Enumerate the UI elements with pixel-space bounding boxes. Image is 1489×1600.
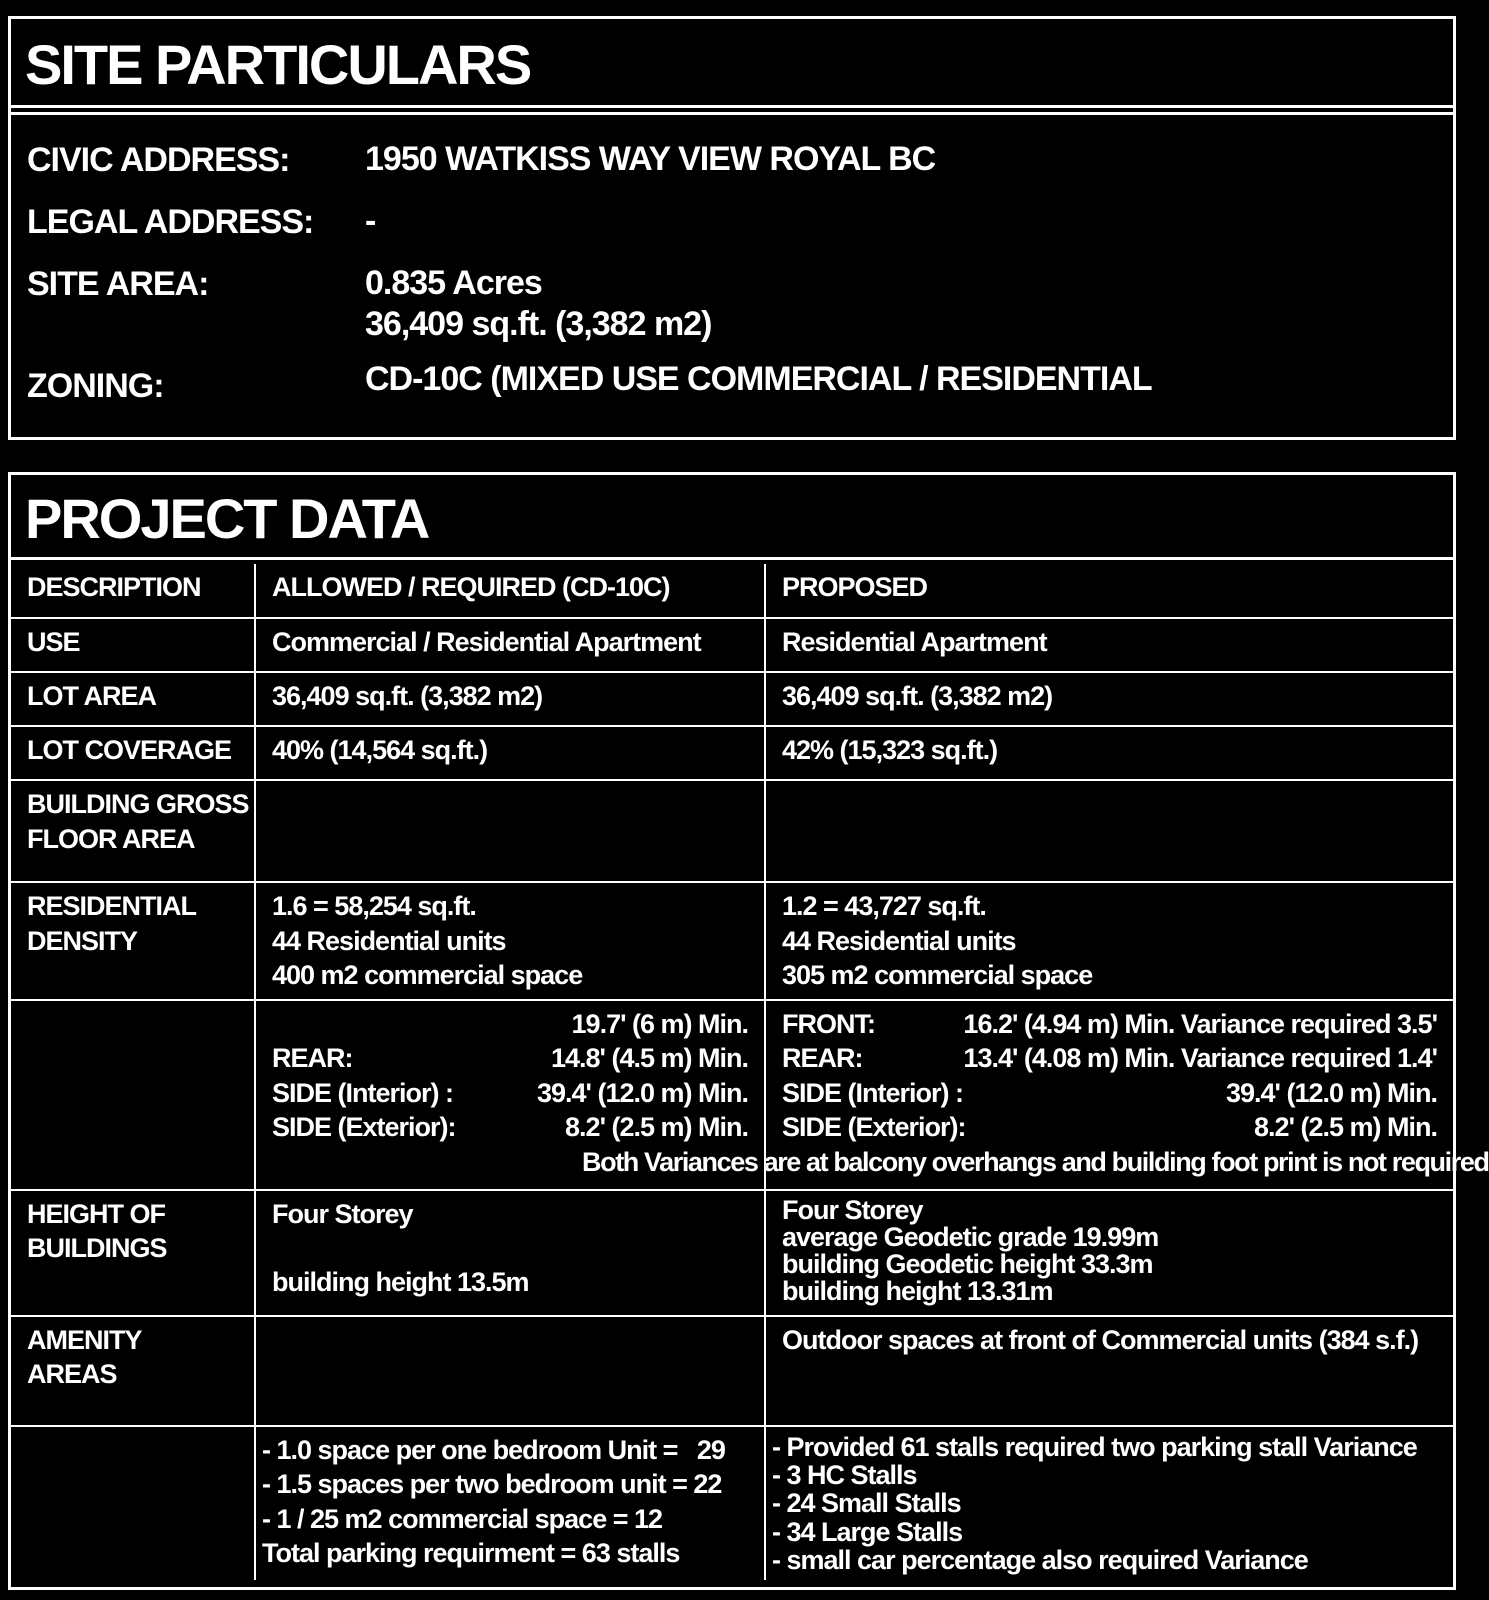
setback-allowed-side-ext-label: SIDE (Exterior): (272, 1112, 456, 1143)
setback-proposed-front (782, 1007, 1437, 1042)
setback-proposed-front-label: FRONT: (782, 1008, 875, 1039)
density-proposed-units: 44 Residential units (782, 925, 1016, 956)
table-row-amenity (11, 1316, 1453, 1426)
lot-coverage-allowed: 40% (14,564 sq.ft.) (255, 726, 765, 780)
height-proposed-storeys: Four Storey (782, 1194, 923, 1225)
amenity-label-line-2: AREAS (27, 1359, 117, 1390)
parking-proposed-small: - 24 Small Stalls (772, 1488, 961, 1519)
setback-proposed-rear (782, 1041, 1437, 1076)
civic-address-value: 1950 WATKISS WAY VIEW ROYAL BC (365, 140, 936, 178)
amenity-label (11, 1316, 255, 1426)
project-data-divider (11, 557, 1453, 560)
lot-area-label: LOT AREA (11, 672, 255, 726)
gross-floor-area-allowed (255, 780, 765, 882)
setback-allowed-side-ext-value: 8.2' (2.5 m) Min. (565, 1112, 748, 1143)
lot-area-allowed: 36,409 sq.ft. (3,382 m2) (255, 672, 765, 726)
project-data-panel (8, 472, 1489, 1590)
parking-allowed-one-bedroom: - 1.0 space per one bedroom Unit = 29 (262, 1434, 725, 1465)
height-proposed-building-height: building height 13.31m (782, 1275, 1053, 1306)
use-proposed: Residential Apartment (765, 618, 1453, 672)
density-allowed-commercial: 400 m2 commercial space (272, 960, 583, 991)
table-row-residential-density (11, 882, 1453, 1000)
setbacks-label (11, 1000, 255, 1190)
height-label (11, 1190, 255, 1316)
setback-proposed-side-interior (782, 1076, 1437, 1111)
table-row-lot-area (11, 672, 1453, 726)
zoning-label: ZONING: (27, 367, 164, 405)
setback-allowed-rear (272, 1041, 748, 1076)
table-row-lot-coverage (11, 726, 1453, 780)
gross-floor-area-label (11, 780, 255, 882)
parking-allowed (255, 1426, 765, 1581)
table-row-use (11, 618, 1453, 672)
gross-floor-area-label-line-2: FLOOR AREA (27, 823, 195, 854)
setback-proposed-side-ext-value: 8.2' (2.5 m) Min. (1254, 1112, 1437, 1143)
gross-floor-area-proposed (765, 780, 1453, 882)
setback-allowed-side-int-label: SIDE (Interior) : (272, 1077, 454, 1108)
header-description: DESCRIPTION (11, 564, 255, 618)
residential-density-allowed (255, 882, 765, 1000)
site-area-value (365, 263, 711, 345)
residential-density-label-line-2: DENSITY (27, 925, 138, 956)
parking-label (11, 1426, 255, 1581)
height-proposed (765, 1190, 1453, 1316)
setback-proposed-side-exterior (782, 1110, 1437, 1145)
site-area-sqft: 36,409 sq.ft. (3,382 m2) (365, 304, 712, 343)
amenity-proposed: Outdoor spaces at front of Commercial units (384 s.f.) (765, 1316, 1453, 1426)
setback-allowed-rear-value: 14.8' (4.5 m) Min. (551, 1043, 748, 1074)
setback-proposed-side-ext-label: SIDE (Exterior): (782, 1112, 966, 1143)
site-particulars-panel (8, 16, 1456, 440)
height-proposed-avg-grade: average Geodetic grade 19.99m (782, 1221, 1159, 1252)
parking-proposed-large: - 34 Large Stalls (772, 1516, 963, 1547)
lot-area-proposed: 36,409 sq.ft. (3,382 m2) (765, 672, 1453, 726)
residential-density-label (11, 882, 255, 1000)
table-row-height (11, 1190, 1453, 1316)
height-label-line-1: HEIGHT OF (27, 1198, 165, 1229)
legal-address-label: LEGAL ADDRESS: (27, 203, 314, 241)
amenity-label-line-1: AMENITY (27, 1324, 142, 1355)
table-row-setbacks (11, 1000, 1453, 1190)
height-allowed-storeys: Four Storey (272, 1198, 413, 1229)
setback-allowed-front-value: 19.7' (6 m) Min. (571, 1008, 748, 1039)
lot-coverage-label: LOT COVERAGE (11, 726, 255, 780)
legal-address-value: - (365, 202, 376, 240)
site-particulars-title: SITE PARTICULARS (25, 33, 531, 96)
density-allowed-units: 44 Residential units (272, 925, 506, 956)
setback-proposed-side-int-label: SIDE (Interior) : (782, 1077, 964, 1108)
parking-proposed-provided: - Provided 61 stalls required two parking stall Variance (772, 1431, 1417, 1462)
site-area-acres: 0.835 Acres (365, 264, 542, 302)
parking-allowed-total: Total parking requirment = 63 stalls (262, 1538, 680, 1569)
parking-allowed-two-bedroom: - 1.5 spaces per two bedroom unit = 22 (262, 1469, 722, 1500)
table-header-row (11, 564, 1453, 618)
site-particulars-divider-inner (11, 112, 1453, 115)
residential-density-proposed (765, 882, 1453, 1000)
table-row-gross-floor-area (11, 780, 1453, 882)
project-data-title: PROJECT DATA (25, 487, 429, 550)
lot-coverage-proposed: 42% (15,323 sq.ft.) (765, 726, 1453, 780)
amenity-allowed (255, 1316, 765, 1426)
header-proposed: PROPOSED (765, 564, 1453, 618)
setback-proposed-rear-value: 13.4' (4.08 m) Min. Variance required 1.4' (963, 1043, 1437, 1074)
density-allowed-ratio: 1.6 = 58,254 sq.ft. (272, 891, 476, 921)
header-allowed: ALLOWED / REQUIRED (CD-10C) (255, 564, 765, 618)
table-row-parking (11, 1426, 1453, 1581)
setback-proposed-side-int-value: 39.4' (12.0 m) Min. (1225, 1077, 1437, 1108)
site-particulars-divider (11, 105, 1453, 108)
parking-proposed-hc: - 3 HC Stalls (772, 1459, 917, 1490)
site-area-label: SITE AREA: (27, 265, 209, 303)
height-proposed-geodetic: building Geodetic height 33.3m (782, 1248, 1153, 1279)
setback-allowed-front (272, 1007, 748, 1042)
setback-variance-note: Both Variances are at balcony overhangs and building foot print is not required (582, 1146, 1489, 1177)
height-label-line-2: BUILDINGS (27, 1233, 167, 1264)
density-proposed-ratio: 1.2 = 43,727 sq.ft. (782, 891, 986, 921)
parking-proposed-small-car-variance: - small car percentage also required Variance (772, 1545, 1308, 1576)
gross-floor-area-label-line-1: BUILDING GROSS (27, 789, 249, 819)
setback-allowed-side-int-value: 39.4' (12.0 m) Min. (536, 1077, 748, 1108)
height-allowed-building-height: building height 13.5m (272, 1267, 529, 1298)
setback-proposed-rear-label: REAR: (782, 1043, 863, 1074)
use-allowed: Commercial / Residential Apartment (255, 618, 765, 672)
setback-allowed-rear-label: REAR: (272, 1043, 353, 1074)
civic-address-label: CIVIC ADDRESS: (27, 141, 290, 179)
parking-allowed-commercial: - 1 / 25 m2 commercial space = 12 (262, 1503, 663, 1534)
setback-proposed-front-value: 16.2' (4.94 m) Min. Variance required 3.5' (963, 1008, 1437, 1039)
zoning-value: CD-10C (MIXED USE COMMERCIAL / RESIDENTIAL (365, 360, 1152, 398)
use-label: USE (11, 618, 255, 672)
project-data-table (11, 564, 1489, 1580)
residential-density-label-line-1: RESIDENTIAL (27, 891, 197, 921)
height-allowed (255, 1190, 765, 1316)
parking-proposed (765, 1426, 1453, 1581)
setback-allowed-side-interior (272, 1076, 748, 1111)
setback-allowed-side-exterior (272, 1110, 748, 1145)
density-proposed-commercial: 305 m2 commercial space (782, 960, 1093, 991)
